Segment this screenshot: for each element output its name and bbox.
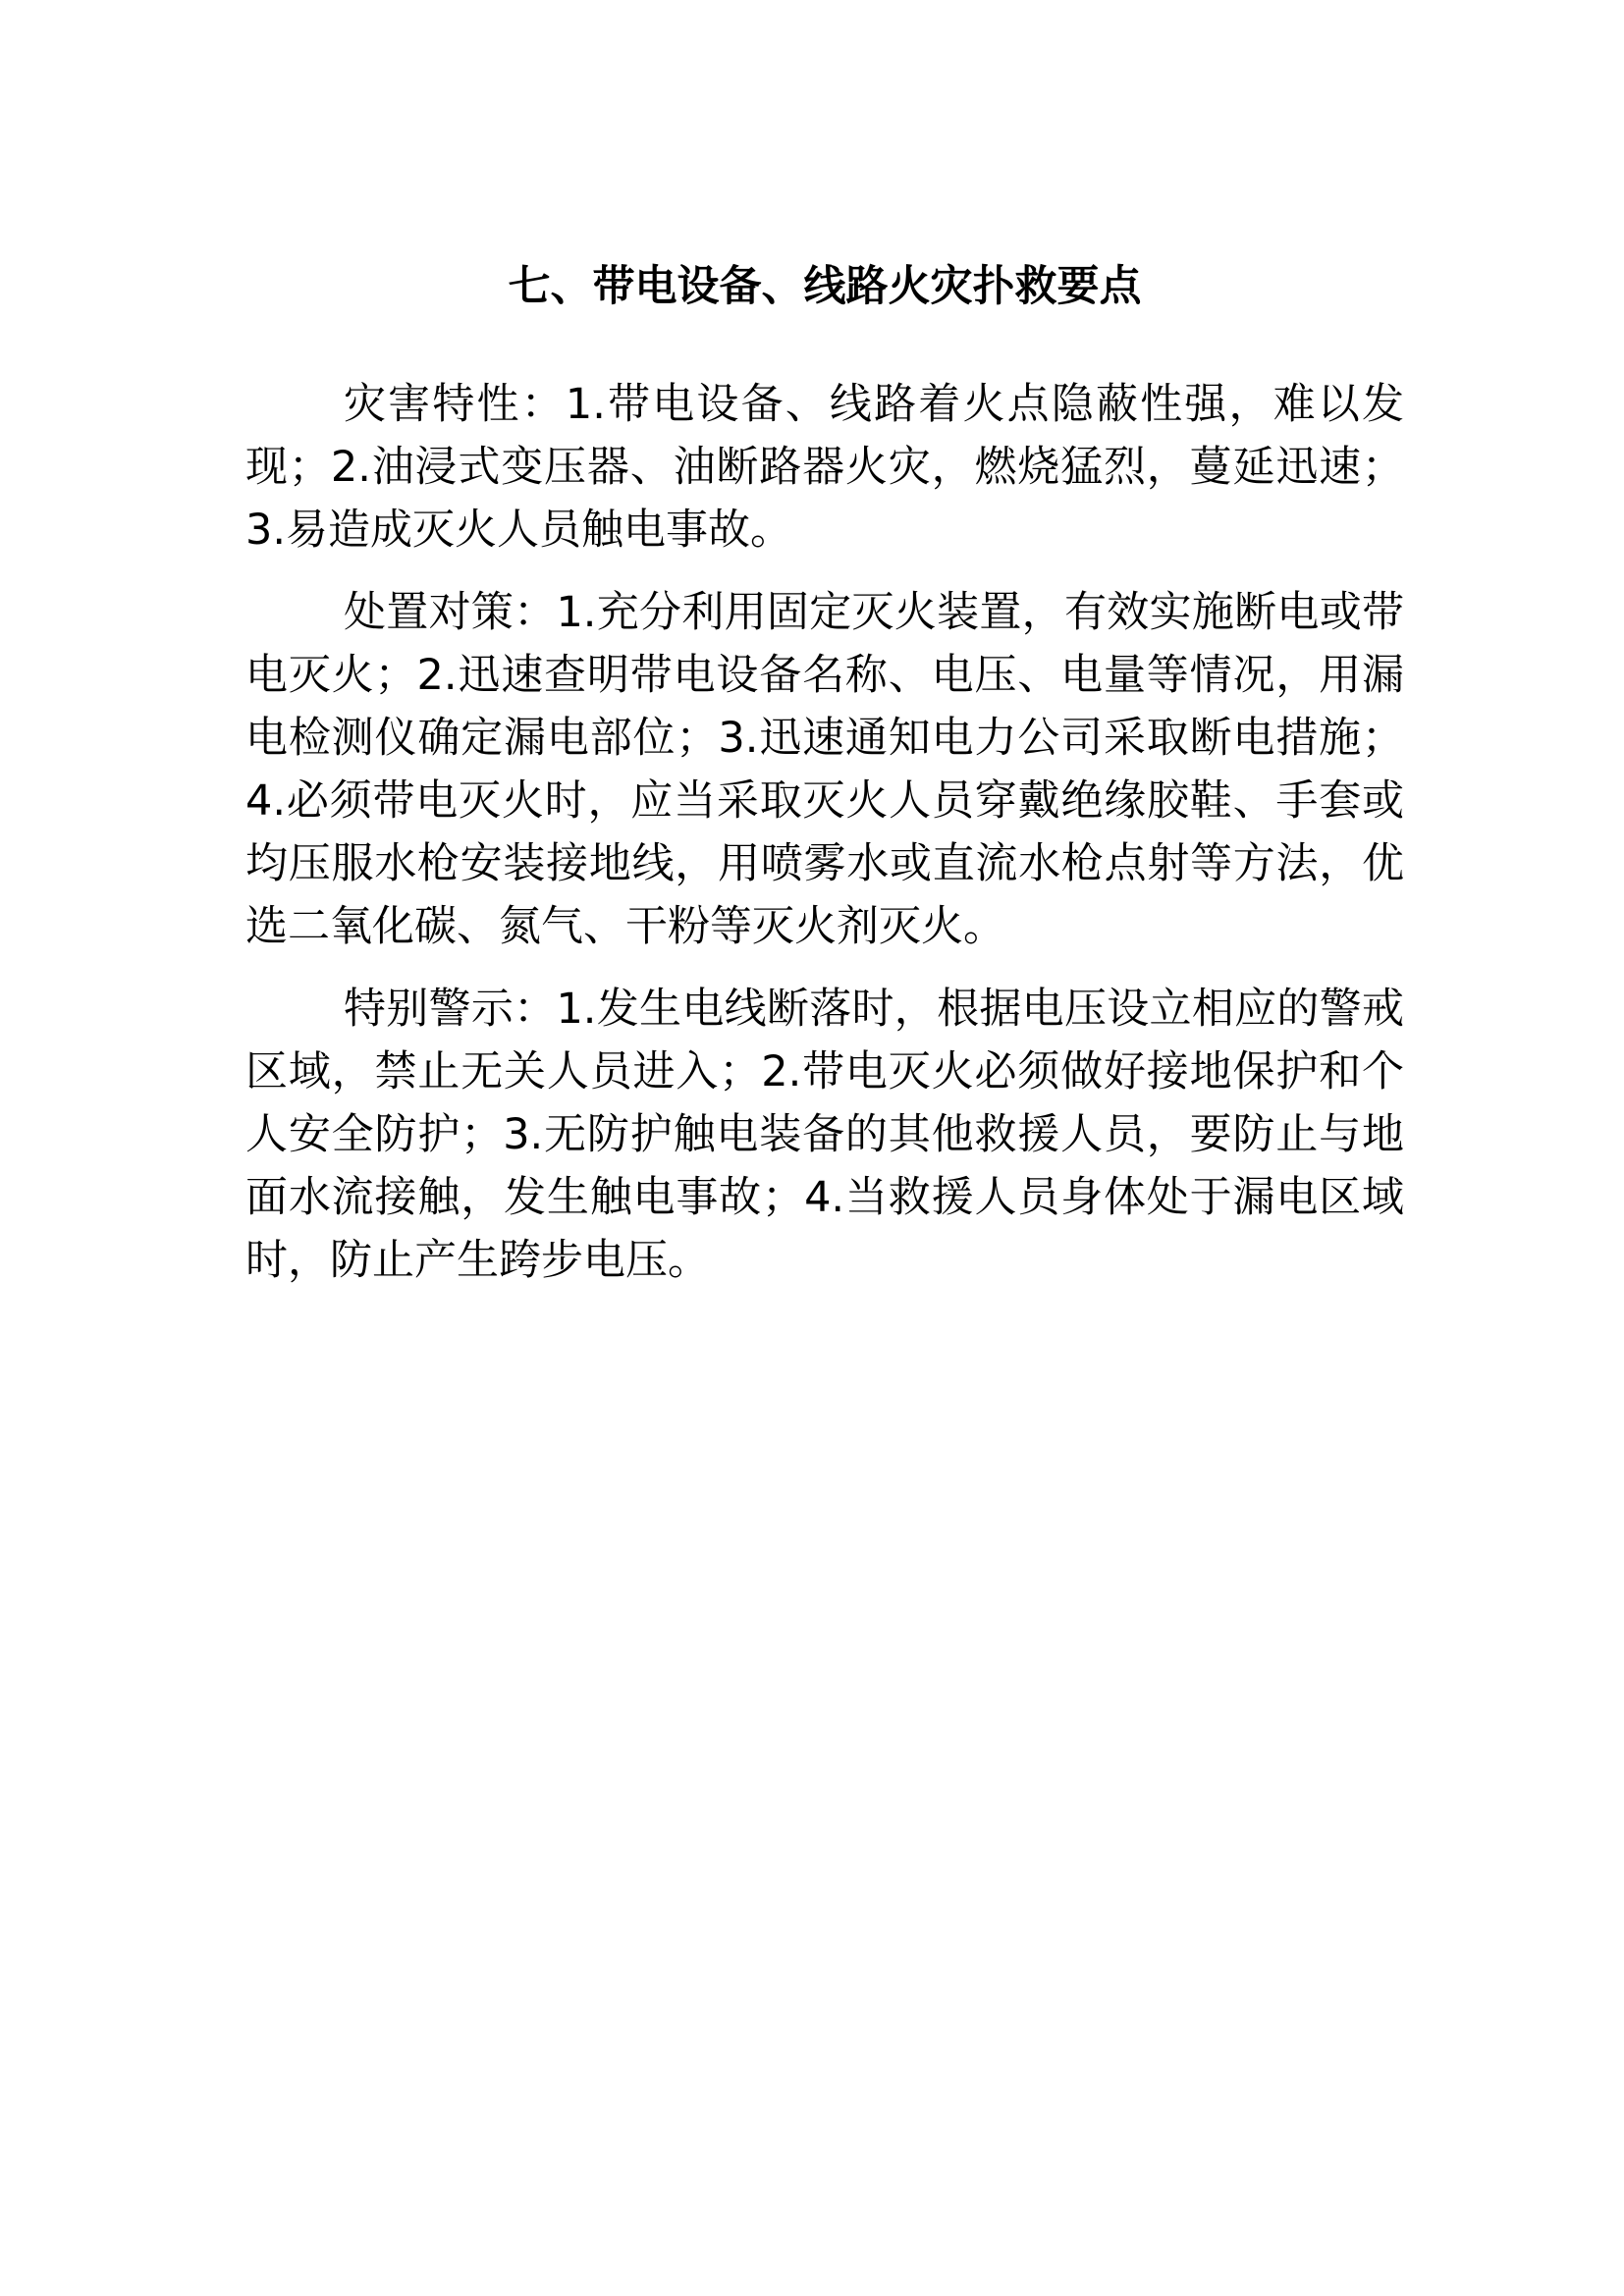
paragraph-special-warning: 特别警示：1.发生电线断落时，根据电压设立相应的警戒区域，禁止无关人员进入；2.带电灭火必须做好接地保护和个人安全防护；3.无防护触电装备的其他救援人员，要防止与地面水流接触，发生触电事故；4.当救援人员身体处于漏电区域时，防止产生跨步电压。 — [245, 985, 1404, 1285]
paragraph-hazard-characteristics: 灾害特性：1.带电设备、线路着火点隐蔽性强，难以发现；2.油浸式变压器、油断路器火灾，燃烧猛烈，蔓延迅速；3.易造成灭火人员触电事故。 — [245, 380, 1404, 555]
page-title: 七、带电设备、线路火灾扑救要点 — [508, 262, 1142, 311]
paragraph-countermeasures: 处置对策：1.充分利用固定灭火装置，有效实施断电或带电灭火；2.迅速查明带电设备名称、电压、电量等情况，用漏电检测仪确定漏电部位；3.迅速通知电力公司采取断电措施；4.必须带电灭火时，应当采取灭火人员穿戴绝缘胶鞋、手套或均压服水枪安装接地线，用喷雾水或直流水枪点射等方法，优选二氧化碳、氮气、干粉等灭火剂灭火。 — [245, 588, 1404, 951]
document-body — [245, 373, 1404, 1311]
